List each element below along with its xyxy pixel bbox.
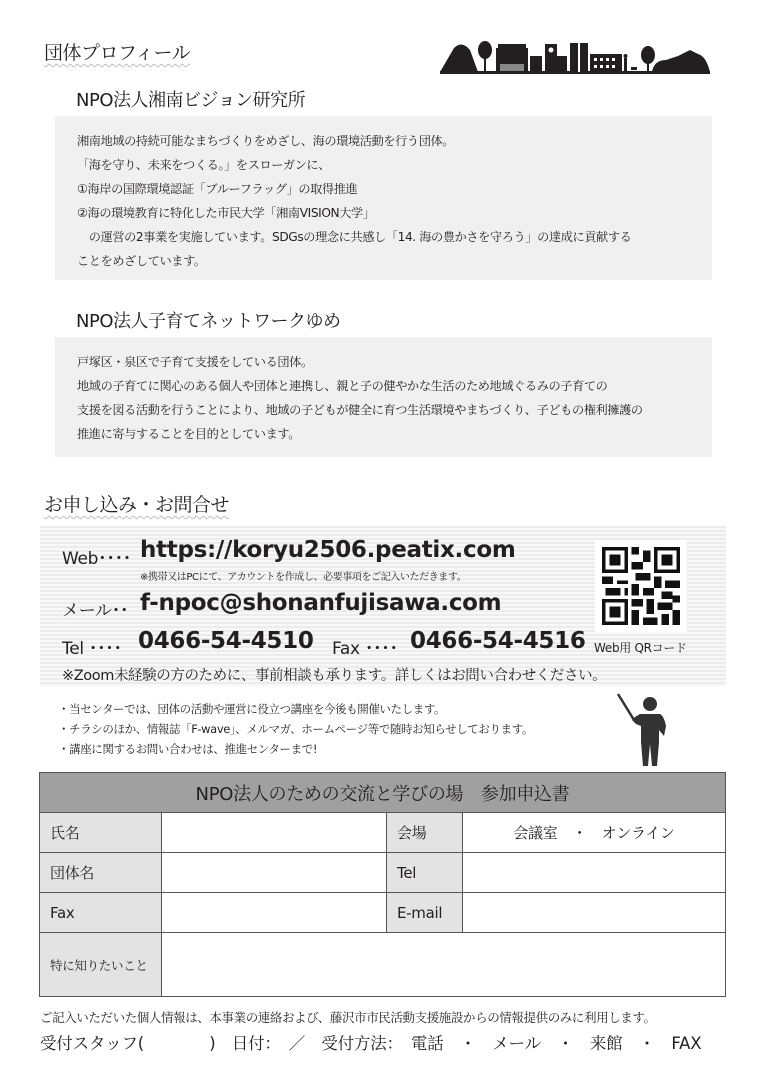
description-line: 支援を図る活動を行うことにより、地域の子どもが健全に育つ生活環境やまちづくり、子どもの権利擁護の [77,403,643,417]
lecturer-pointer-icon [612,692,672,768]
tel-label: Tel ････ [62,639,122,659]
contact-section-title: お申し込み・お問合せ [44,494,230,516]
tel-field-label: Tel [387,853,463,893]
organization-field[interactable] [162,853,387,893]
notice-item: ・当センターでは、団体の活動や運営に役立つ講座を今後も開催いたします。 [58,702,446,716]
tel-field[interactable] [463,853,726,893]
notice-item: ・講座に関するお問い合わせは、推進センターまで! [58,742,318,756]
qr-code[interactable] [595,540,687,632]
interest-field[interactable] [162,933,726,997]
mail-label: メール･･ [62,601,129,621]
org-name-shonan-vision: NPO法人湘南ビジョン研究所 [76,90,306,111]
description-line: ①海岸の国際環境認証「ブルーフラッグ」の取得推進 [77,182,358,196]
application-form [39,772,726,997]
description-line: ②海の環境教育に特化した市民大学「湘南VISION大学」 [77,206,375,220]
description-line: の運営の2事業を実施しています。SDGsの理念に共感し「14. 海の豊かさを守ろう」の達成に貢献する [77,230,632,244]
org-description-kosodate-yume [55,337,712,457]
fax-label: Fax ････ [332,639,398,659]
profile-section-title: 団体プロフィール [44,42,191,64]
reception-record-line: 受付スタッフ( ) 日付： ／ 受付方法： 電話 ・ メール ・ 来館 ・ FAX [40,1034,702,1053]
fax-field[interactable] [162,893,387,933]
privacy-note: ご記入いただいた個人情報は、本事業の連絡および、藤沢市市民活動支援施設からの情報提供のみに利用します。 [40,1010,656,1025]
description-line: 「海を守り、未来をつくる。」をスローガンに、 [77,158,330,172]
description-line: 推進に寄与することを目的としています。 [77,427,300,441]
name-label: 氏名 [40,813,162,853]
venue-options[interactable]: 会議室 ・ オンライン [463,813,726,853]
town-skyline-illustration [440,38,710,74]
venue-label: 会場 [387,813,463,853]
description-line: ことをめざしています。 [77,254,206,268]
fax-field-label: Fax [40,893,162,933]
interest-label: 特に知りたいこと [40,933,162,997]
qr-caption: Web用 QRコード [594,641,687,655]
email-field-label: E-mail [387,893,463,933]
description-line: 地域の子育てに関心のある個人や団体と連携し、親と子の健やかな生活のため地域ぐるみの子育ての [77,379,608,393]
qr-code-icon [602,547,680,625]
fax-value: 0466-54-4516 [410,628,586,654]
zoom-consultation-note: ※Zoom未経験の方のために、事前相談も承ります。詳しくはお問い合わせください。 [62,668,607,684]
web-registration-note: ※携帯又はPCにて、アカウントを作成し、必要事項をご記入いただきます。 [140,572,467,583]
notice-item: ・チラシのほか、情報誌「F-wave」、メルマガ、ホームページ等で随時お知らせしております。 [58,722,533,736]
tel-value: 0466-54-4510 [138,628,314,654]
email-field[interactable] [463,893,726,933]
organization-label: 団体名 [40,853,162,893]
description-line: 戸塚区・泉区で子育て支援をしている団体。 [77,355,313,369]
description-line: 湘南地域の持続可能なまちづくりをめざし、海の環境活動を行う団体。 [77,134,455,148]
org-name-kosodate-yume: NPO法人子育てネットワークゆめ [76,311,341,332]
email-link[interactable]: f-npoc@shonanfujisawa.com [140,590,502,616]
notice-list [58,699,533,759]
org-description-shonan-vision [55,116,712,280]
web-url-link[interactable]: https://koryu2506.peatix.com [140,537,516,563]
web-label: Web････ [62,549,131,569]
form-title: NPO法人のための交流と学びの場 参加申込書 [40,773,726,813]
name-field[interactable] [162,813,387,853]
